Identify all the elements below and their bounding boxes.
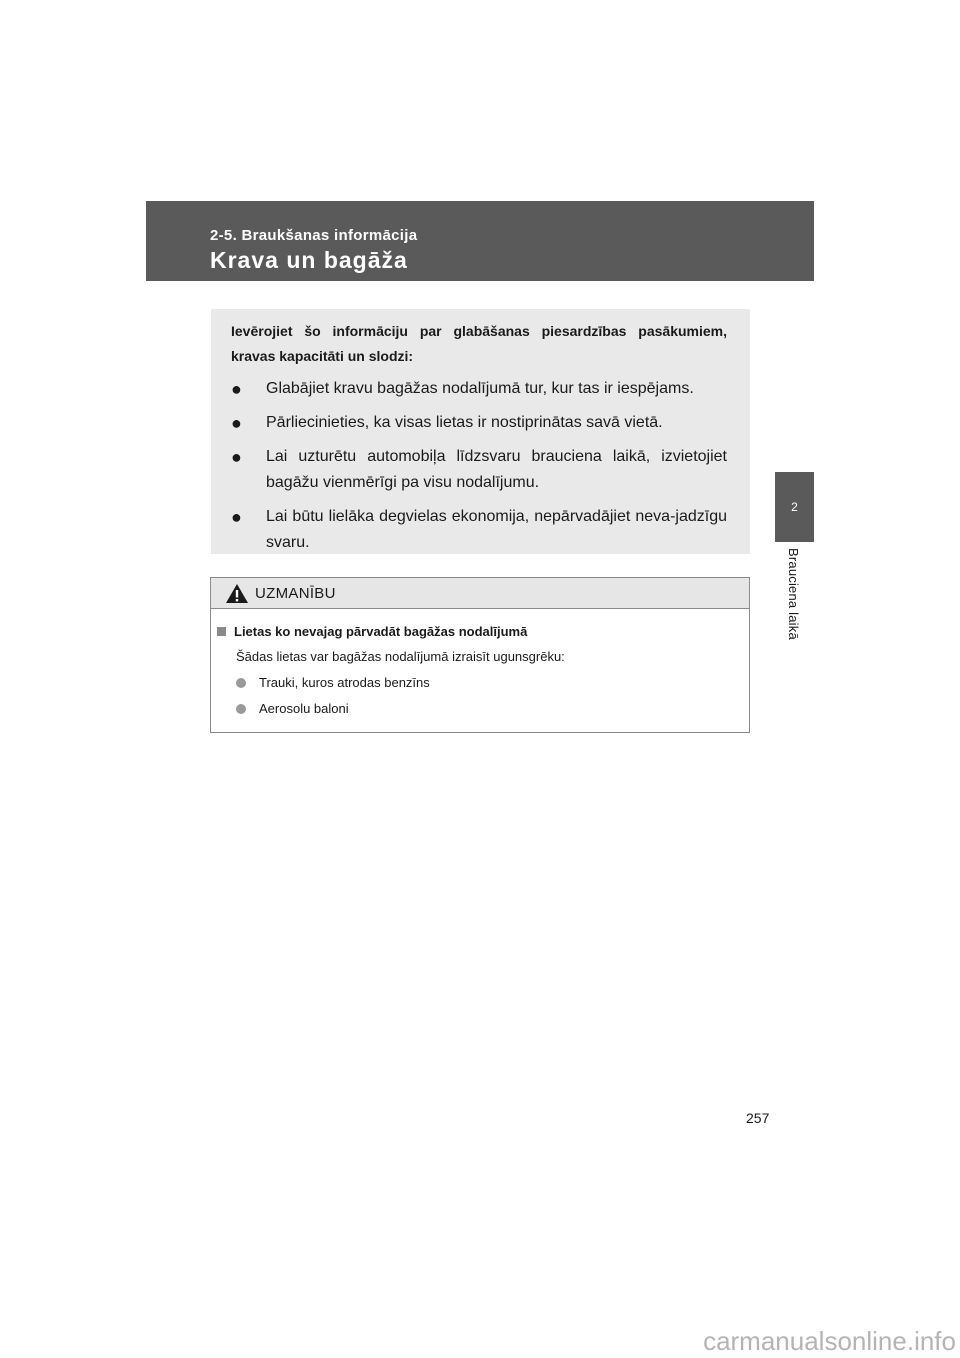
- warning-item-text: Trauki, kuros atrodas benzīns: [259, 675, 430, 690]
- warning-box: [210, 577, 750, 733]
- warning-body: [211, 609, 749, 718]
- info-bullet-text: Lai būtu lielāka degvielas ekonomija, nepārvadājiet neva-jadzīgu svaru.: [266, 508, 727, 551]
- warning-header: [211, 578, 749, 609]
- info-bullet-text: Glabājiet kravu bagāžas nodalījumā tur, kur tas ir iespējams.: [266, 380, 694, 397]
- square-bullet-icon: [217, 627, 226, 636]
- info-bullet: [231, 376, 727, 402]
- warning-text: Šādas lietas var bagāžas nodalījumā izraisīt ugunsgrēku:: [236, 649, 565, 664]
- info-bullet: [231, 444, 727, 496]
- bullet-icon: ●: [231, 413, 242, 433]
- warning-heading-text: Lietas ko nevajag pārvadāt bagāžas nodalījumā: [234, 624, 528, 639]
- info-bullet: [231, 504, 727, 556]
- watermark: carmanualsonline.info: [703, 1326, 956, 1356]
- info-bullet: [231, 410, 727, 436]
- chapter-label: Brauciena laikā: [786, 548, 801, 640]
- bullet-icon: ●: [231, 507, 242, 527]
- bullet-icon: [236, 678, 246, 688]
- section-label: 2-5. Braukšanas informācija: [210, 227, 418, 244]
- page-title: Krava un bagāža: [210, 247, 408, 273]
- warning-icon: [225, 583, 249, 604]
- section-header: [146, 201, 814, 281]
- warning-title: UZMANĪBU: [255, 585, 336, 602]
- warning-item: [217, 700, 749, 718]
- warning-item: [217, 674, 749, 692]
- bullet-icon: [236, 704, 246, 714]
- warning-item-text: Aerosolu baloni: [259, 701, 349, 716]
- bullet-icon: ●: [231, 447, 242, 467]
- chapter-tab: 2: [775, 472, 814, 542]
- page-number: 257: [746, 1110, 770, 1126]
- bullet-icon: ●: [231, 379, 242, 399]
- warning-heading: [217, 623, 749, 641]
- info-box: [211, 309, 750, 554]
- info-intro: Ievērojiet šo informāciju par glabāšanas piesardzības pasākumiem, kravas kapacitāti un slodzi:: [231, 323, 727, 364]
- info-bullet-text: Pārliecinieties, ka visas lietas ir nostiprinātas savā vietā.: [266, 414, 663, 431]
- info-bullet-text: Lai uzturētu automobiļa līdzsvaru brauciena laikā, izvietojiet bagāžu vienmērīgi pa visu nodalījumu.: [266, 448, 727, 491]
